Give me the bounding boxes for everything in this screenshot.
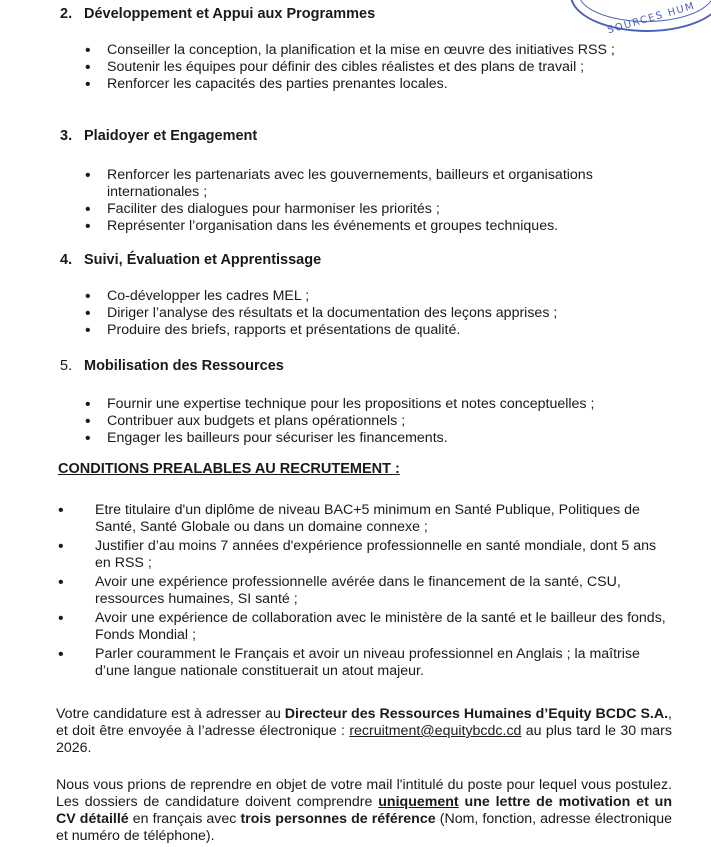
list-item: • Diriger l’analyse des résultats et la documentation des leçons apprises ; xyxy=(82,305,672,322)
conditions-title: CONDITIONS PREALABLES AU RECRUTEMENT : xyxy=(58,461,400,477)
condition-item: • Avoir une expérience de collaboration avec le ministère de la santé et le bailleur des fonds, Fonds Mondial ; xyxy=(58,610,674,644)
section-heading: Mobilisation des Ressources xyxy=(84,358,284,374)
list-item: • Fournir une expertise technique pour les propositions et notes conceptuelles ; xyxy=(82,396,672,413)
section-list-suivi xyxy=(82,288,672,339)
list-item: • Renforcer les capacités des parties prenantes locales. xyxy=(82,76,672,93)
section-number: 3. xyxy=(60,128,73,144)
section-number: 2. xyxy=(60,6,73,22)
section-list-ressources xyxy=(82,396,672,447)
email-link[interactable]: recruitment@equitybcdc.cd xyxy=(349,723,522,739)
instructions-text: (Nom, fonction, adresse électronique et numéro de téléphone). xyxy=(56,811,672,844)
references-requirement: trois personnes de référence xyxy=(240,811,436,827)
section-title-programmes xyxy=(60,6,375,23)
section-heading: Développement et Appui aux Programmes xyxy=(84,6,376,22)
instructions-text: Nous vous prions de reprendre en objet de votre mail l'intitulé du poste pour lequel vous postulez. Les dossiers de candidature doivent comprendre xyxy=(56,777,672,810)
section-title-suivi xyxy=(60,252,321,269)
condition-item: • Etre titulaire d'un diplôme de niveau BAC+5 minimum en Santé Publique, Politiques de Santé, Santé Globale ou dans un domaine connexe ; xyxy=(58,502,674,536)
list-item: • Représenter l’organisation dans les événements et groupes techniques. xyxy=(82,218,642,235)
section-number: 5. xyxy=(60,358,73,374)
condition-item: • Avoir une expérience professionnelle avérée dans le financement de la santé, CSU, ressources humaines, SI santé ; xyxy=(58,574,674,608)
section-number: 4. xyxy=(60,252,73,268)
list-item: • Engager les bailleurs pour sécuriser les financements. xyxy=(82,430,672,447)
list-item: • Contribuer aux budgets et plans opérationnels ; xyxy=(82,413,672,430)
application-text: Votre candidature est à adresser au xyxy=(56,706,285,722)
section-title-plaidoyer xyxy=(60,128,257,145)
section-title-ressources xyxy=(60,358,284,375)
conditions-list xyxy=(58,502,674,682)
emphasis-uniquement: uniquement xyxy=(378,794,459,810)
section-heading: Plaidoyer et Engagement xyxy=(84,128,258,144)
instructions-text: en français avec xyxy=(128,811,241,827)
required-documents: une lettre de motivation et un CV détaillé xyxy=(56,794,672,827)
condition-item: • Justifier d’au moins 7 années d'expérience professionnelle en santé mondiale, dont 5 ans en RSS ; xyxy=(58,538,674,572)
section-list-plaidoyer xyxy=(82,167,642,235)
list-item: • Co-développer les cadres MEL ; xyxy=(82,288,672,305)
list-item: • Faciliter des dialogues pour harmoniser les priorités ; xyxy=(82,201,642,218)
condition-item: • Parler couramment le Français et avoir un niveau professionnel en Anglais ; la maîtrise d’une langue nationale constituerait un atout majeur. xyxy=(58,646,674,680)
instructions-paragraph xyxy=(56,777,672,845)
hr-stamp-text: SOURCES HUM xyxy=(606,0,697,37)
application-paragraph xyxy=(56,706,672,757)
application-text: , et doit être envoyée à l’adresse électronique : xyxy=(56,706,672,739)
list-item: • Produire des briefs, rapports et présentations de qualité. xyxy=(82,322,672,339)
list-item: • Soutenir les équipes pour définir des cibles réalistes et des plans de travail ; xyxy=(82,59,672,76)
list-item: • Conseiller la conception, la planification et la mise en œuvre des initiatives RSS ; xyxy=(82,42,672,59)
section-list-programmes xyxy=(82,42,672,93)
list-item: • Renforcer les partenariats avec les gouvernements, bailleurs et organisations internationales ; xyxy=(82,167,642,201)
recipient-title: Directeur des Ressources Humaines d’Equity BCDC S.A. xyxy=(284,706,669,722)
deadline-text: au plus tard le 30 mars 2026. xyxy=(56,723,672,756)
section-heading: Suivi, Évaluation et Apprentissage xyxy=(84,252,322,268)
